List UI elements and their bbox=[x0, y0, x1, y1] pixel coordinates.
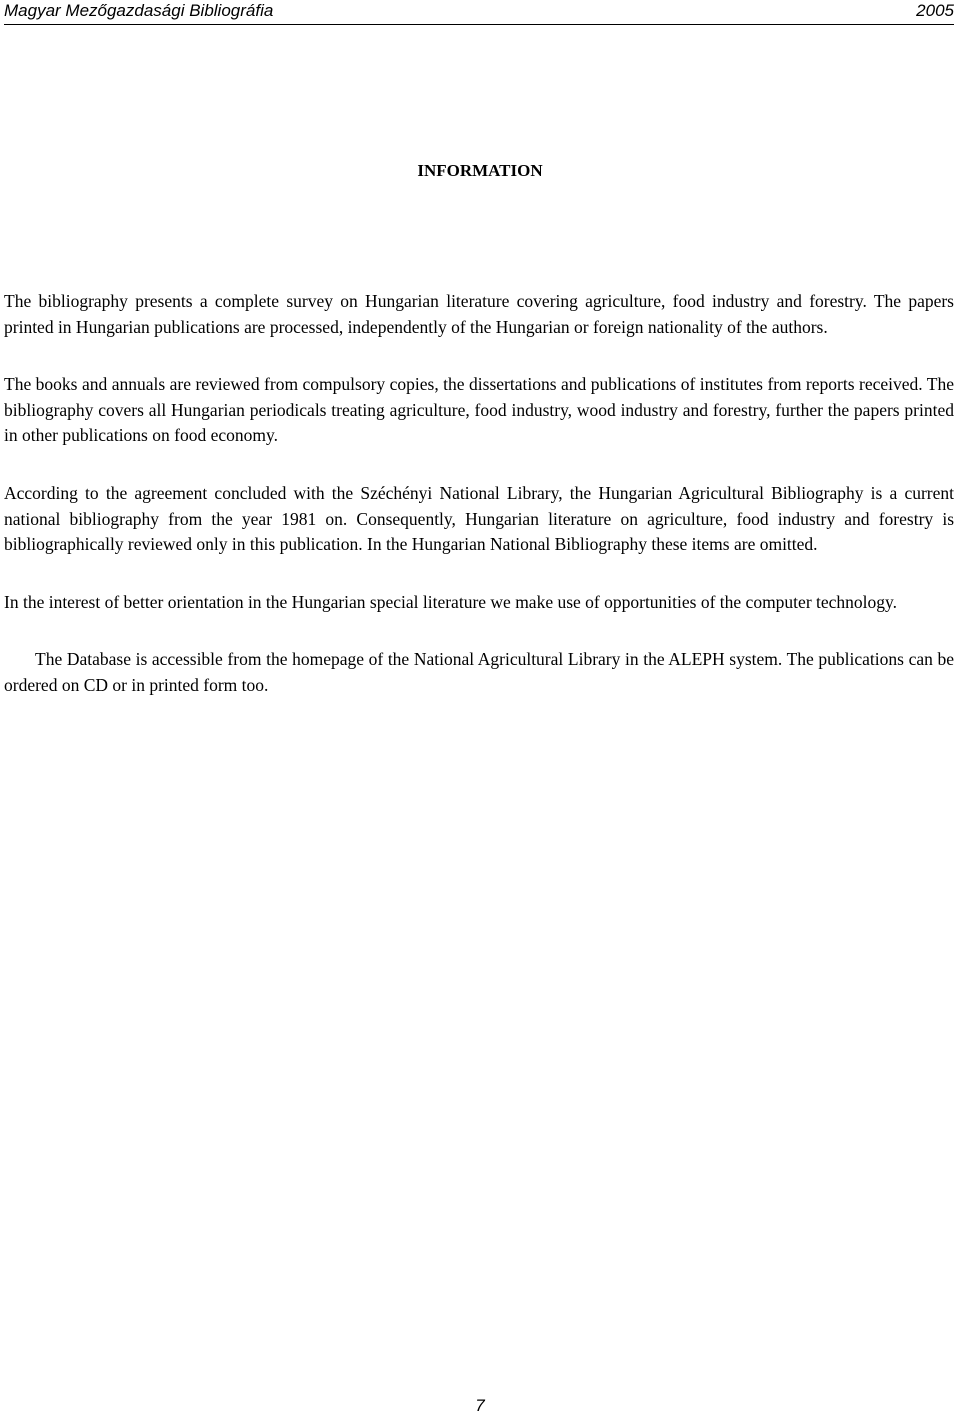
paragraph-coverage: The books and annuals are reviewed from compulsory copies, the dissertations and publications of institutes from reports received. The bibliography covers all Hungarian periodicals treating agriculture, food industry, wood industry and forestry, further the papers printed in other publications on food economy. bbox=[4, 374, 954, 446]
section-heading: INFORMATION bbox=[417, 161, 543, 180]
paragraph-agreement: According to the agreement concluded with the Széchényi National Library, the Hungarian Agricultural Bibliography is a current national bibliography from the year 1981 on. Consequently, Hungarian literature on agriculture, food industry and forestry is bibliographically reviewed only in this publication. In the Hungarian National Bibliography these items are omitted. bbox=[4, 482, 954, 555]
running-header bbox=[4, 0, 954, 25]
publication-year: 2005 bbox=[916, 1, 954, 20]
document-body bbox=[4, 289, 954, 731]
paragraph-database: The Database is accessible from the homepage of the National Agricultural Library in the ALEPH system. The publications can be ordered on CD or in printed form too. bbox=[4, 649, 954, 695]
paragraph-technology: In the interest of better orientation in the Hungarian special literature we make use of opportunities of the computer technology. bbox=[4, 591, 898, 612]
page-number: 7 bbox=[475, 1396, 485, 1415]
publication-title: Magyar Mezőgazdasági Bibliográfia bbox=[4, 1, 274, 20]
paragraph-survey: The bibliography presents a complete survey on Hungarian literature covering agriculture, food industry and forestry. The papers printed in Hungarian publications are processed, independently of the Hungarian or foreign nationality of the authors. bbox=[4, 291, 954, 337]
